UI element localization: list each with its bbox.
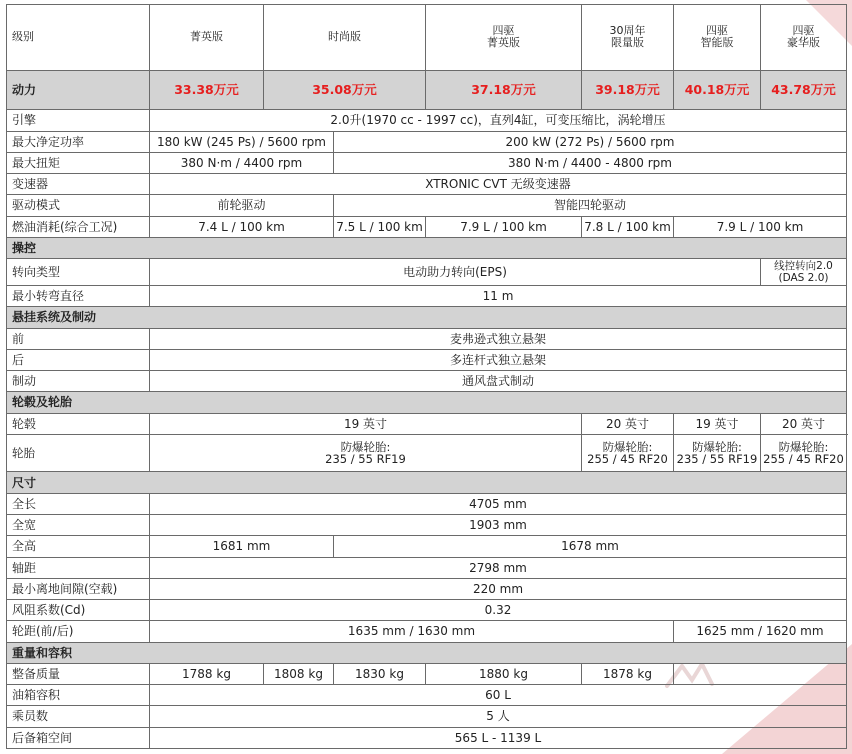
rear-suspension-label: 后 [7,349,150,370]
curb-weight-label: 整备质量 [7,663,150,684]
trim-header-1: 菁英版 [150,5,264,71]
front-suspension-label: 前 [7,328,150,349]
turning-radius-row [7,285,847,306]
tire-4: 防爆轮胎: 255 / 45 RF20 [761,434,847,472]
section-weight [7,642,847,663]
hub-1: 19 英寸 [150,413,582,434]
max-power-label: 最大净定功率 [7,131,150,152]
tire-1: 防爆轮胎: 235 / 55 RF19 [150,434,582,472]
drag-row [7,600,847,621]
engine-label: 引擎 [7,110,150,131]
section-wheels [7,392,847,413]
price-5: 40.18万元 [674,70,761,110]
drag-label: 风阻系数(Cd) [7,600,150,621]
height-row [7,536,847,557]
hub-3: 19 英寸 [674,413,761,434]
section-suspension [7,307,847,328]
trunk-value: 565 L - 1139 L [150,727,847,748]
hub-4: 20 英寸 [761,413,847,434]
max-torque-label: 最大扭矩 [7,152,150,173]
brake-row [7,371,847,392]
section-handling [7,237,847,258]
curb-weight-5: 1878 kg [582,663,674,684]
track-v1: 1635 mm / 1630 mm [150,621,674,642]
track-row [7,621,847,642]
front-suspension-row [7,328,847,349]
seats-value: 5 人 [150,706,847,727]
section-wheels-title: 轮毂及轮胎 [7,392,847,413]
turning-radius-value: 11 m [150,285,847,306]
engine-value: 2.0升(1970 cc - 1997 cc)，直列4缸，可变压缩比，涡轮增压 [150,110,847,131]
curb-weight-3: 1830 kg [334,663,426,684]
steering-row [7,259,847,286]
front-suspension-value: 麦弗逊式独立悬架 [150,328,847,349]
width-label: 全宽 [7,514,150,535]
curb-weight-row [7,663,847,684]
height-v1: 1681 mm [150,536,334,557]
drive-v1: 前轮驱动 [150,195,334,216]
spec-table [6,4,847,749]
transmission-label: 变速器 [7,174,150,195]
max-power-v1: 180 kW (245 Ps) / 5600 rpm [150,131,334,152]
clearance-label: 最小离地间隙(空载) [7,578,150,599]
price-6: 43.78万元 [761,70,847,110]
fuel-5: 7.9 L / 100 km [674,216,847,237]
track-v2: 1625 mm / 1620 mm [674,621,847,642]
fuel-1: 7.4 L / 100 km [150,216,334,237]
seats-label: 乘员数 [7,706,150,727]
brake-value: 通风盘式制动 [150,371,847,392]
trim-header-4: 30周年 限量版 [582,5,674,71]
steering-v2: 线控转向2.0 (DAS 2.0) [761,259,847,286]
curb-weight-4: 1880 kg [426,663,582,684]
tank-label: 油箱容积 [7,685,150,706]
seats-row [7,706,847,727]
section-handling-title: 操控 [7,237,847,258]
tire-2: 防爆轮胎: 255 / 45 RF20 [582,434,674,472]
wheelbase-value: 2798 mm [150,557,847,578]
max-torque-v2: 380 N·m / 4400 - 4800 rpm [334,152,847,173]
curb-weight-2: 1808 kg [264,663,334,684]
tire-row [7,434,847,472]
max-torque-row [7,152,847,173]
steering-v1: 电动助力转向(EPS) [150,259,761,286]
hub-row [7,413,847,434]
fuel-row [7,216,847,237]
fuel-4: 7.8 L / 100 km [582,216,674,237]
trim-header-5: 四驱 智能版 [674,5,761,71]
clearance-value: 220 mm [150,578,847,599]
price-2: 35.08万元 [264,70,426,110]
length-label: 全长 [7,493,150,514]
section-dimensions-title: 尺寸 [7,472,847,493]
width-value: 1903 mm [150,514,847,535]
curb-weight-1: 1788 kg [150,663,264,684]
price-row [7,70,847,110]
trim-header-3: 四驱 菁英版 [426,5,582,71]
rear-suspension-value: 多连杆式独立悬架 [150,349,847,370]
rear-suspension-row [7,349,847,370]
drive-v2: 智能四轮驱动 [334,195,847,216]
header-label: 级别 [7,5,150,71]
brake-label: 制动 [7,371,150,392]
clearance-row [7,578,847,599]
drive-label: 驱动模式 [7,195,150,216]
wheelbase-row [7,557,847,578]
trim-header-2: 时尚版 [264,5,426,71]
fuel-label: 燃油消耗(综合工况) [7,216,150,237]
fuel-2: 7.5 L / 100 km [334,216,426,237]
drag-value: 0.32 [150,600,847,621]
height-label: 全高 [7,536,150,557]
steering-label: 转向类型 [7,259,150,286]
hub-2: 20 英寸 [582,413,674,434]
transmission-row [7,174,847,195]
transmission-value: XTRONIC CVT 无级变速器 [150,174,847,195]
section-dimensions [7,472,847,493]
max-power-row [7,131,847,152]
header-row [7,5,847,71]
price-1: 33.38万元 [150,70,264,110]
wheelbase-label: 轴距 [7,557,150,578]
section-suspension-title: 悬挂系统及制动 [7,307,847,328]
trim-header-6: 四驱 豪华版 [761,5,847,71]
height-v2: 1678 mm [334,536,847,557]
tire-3: 防爆轮胎: 235 / 55 RF19 [674,434,761,472]
length-value: 4705 mm [150,493,847,514]
tank-value: 60 L [150,685,847,706]
engine-row [7,110,847,131]
width-row [7,514,847,535]
price-3: 37.18万元 [426,70,582,110]
trunk-label: 后备箱空间 [7,727,150,748]
section-weight-title: 重量和容积 [7,642,847,663]
curb-weight-6 [674,663,847,684]
max-torque-v1: 380 N·m / 4400 rpm [150,152,334,173]
power-label: 动力 [7,70,150,110]
tire-label: 轮胎 [7,434,150,472]
turning-radius-label: 最小转弯直径 [7,285,150,306]
track-label: 轮距(前/后) [7,621,150,642]
drive-row [7,195,847,216]
price-4: 39.18万元 [582,70,674,110]
length-row [7,493,847,514]
hub-label: 轮毂 [7,413,150,434]
tank-row [7,685,847,706]
max-power-v2: 200 kW (272 Ps) / 5600 rpm [334,131,847,152]
trunk-row [7,727,847,748]
fuel-3: 7.9 L / 100 km [426,216,582,237]
